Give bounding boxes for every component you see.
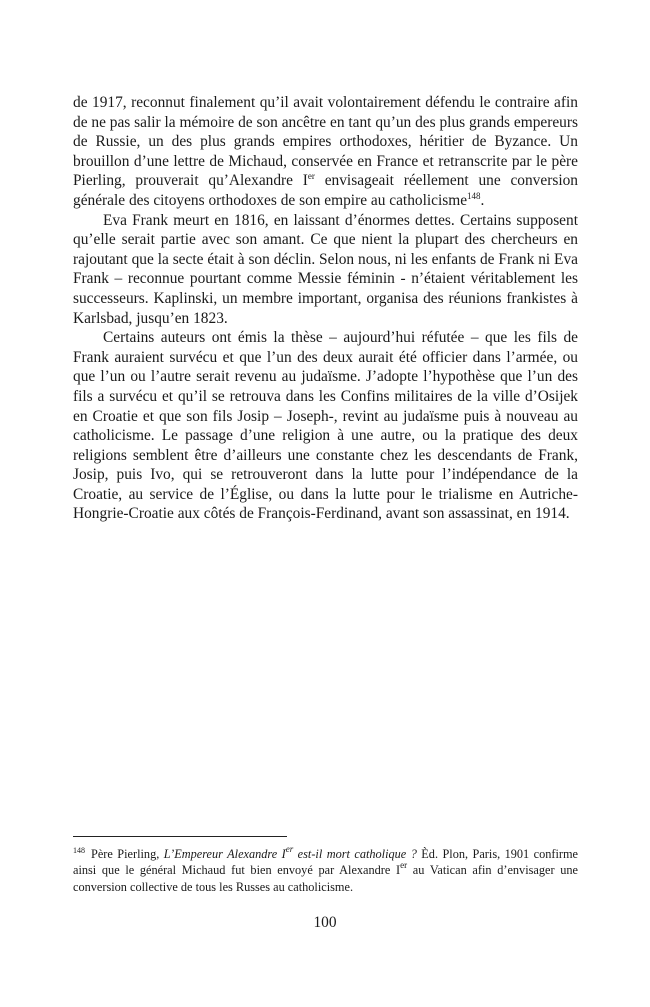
superscript-er: er (307, 171, 315, 182)
footnote-separator (73, 836, 287, 837)
paragraph-1-text-cont: envisageait réellement une conversion générale des citoyens orthodoxes de son empire au catholicisme (73, 172, 578, 209)
footnote-text: Èd. Plon, Paris, 1901 confirme ainsi que le général Michaud fut bien envoyé par Alexandre I (73, 847, 579, 878)
paragraph-1-end: . (480, 191, 485, 209)
footnote-book-title (163, 844, 417, 861)
footnote-number: 148 (73, 846, 85, 855)
footnote-reference[interactable]: 148 (467, 190, 481, 201)
paragraph-1-text: de 1917, reconnut finalement qu’il avait volontairement défendu le contraire afin de ne pas salir la mémoire de son ancêtre en tant qu’un des plus grands empereurs de Russie, un des plus grands empires orthodoxes, héritier de Byzance. Un brouillon d’une lettre de Michaud, conservée en France et retranscrite par le père Pierling, prouverait qu’Alexandre I (73, 94, 578, 190)
main-text (73, 93, 578, 524)
paragraph-3: Certains auteurs ont émis la thèse – aujourd’hui réfutée – que les fils de Frank auraient survécu et que l’un des deux aurait été officier dans l’armée, ou que l’un ou l’autre serait revenu au judaïsme. J’adopte l’hypothèse que l’un des fils a survécu et qu’il se retrouva dans les Confins militaires de la ville d’Osijek en Croatie et que son fils Josip – Joseph-, revint au judaïsme puis à nouveau au catholicisme. Le passage d’une religion à une autre, ou la pratique des deux religions semblent être d’ailleurs une constante chez les descendants de Frank, Josip, puis Ivo, qui se retrouveront dans la lutte pour l’indépendance de la Croatie, au service de l’Église, ou dans la lutte pour le trialisme en Autriche-Hongrie-Croatie aux côtés de François-Ferdinand, avant son assassinat, en 1914. (73, 329, 578, 523)
footnote-text-cont: au Vatican afin d’envisager une conversion collective de tous les Russes au catholicisme. (73, 863, 578, 894)
paragraph-2: Eva Frank meurt en 1816, en laissant d’énormes dettes. Certains supposent qu’elle serait partie avec son amant. Ce que nient la plupart des chercheurs en rajoutant que la secte était à son déclin. Selon nous, ni les enfants de Frank ni Eva Frank – reconnue pourtant comme Messie féminin - n’étaient véritablement les successeurs. Kaplinski, un membre important, organisa des réunions frankistes à Karlsbad, jusqu’en 1823. (73, 211, 578, 327)
paragraph-1 (73, 93, 578, 211)
footnote-text-sup: er (400, 860, 408, 871)
footnote (73, 846, 578, 895)
footnote-author: Père Pierling, (91, 847, 164, 861)
footnote-title-sup: er (285, 844, 294, 854)
footnote-title-part-2: est-il mort catholique ? (293, 847, 417, 861)
page-number: 100 (313, 914, 337, 931)
footnote-title-part: L’Empereur Alexandre I (163, 847, 286, 861)
